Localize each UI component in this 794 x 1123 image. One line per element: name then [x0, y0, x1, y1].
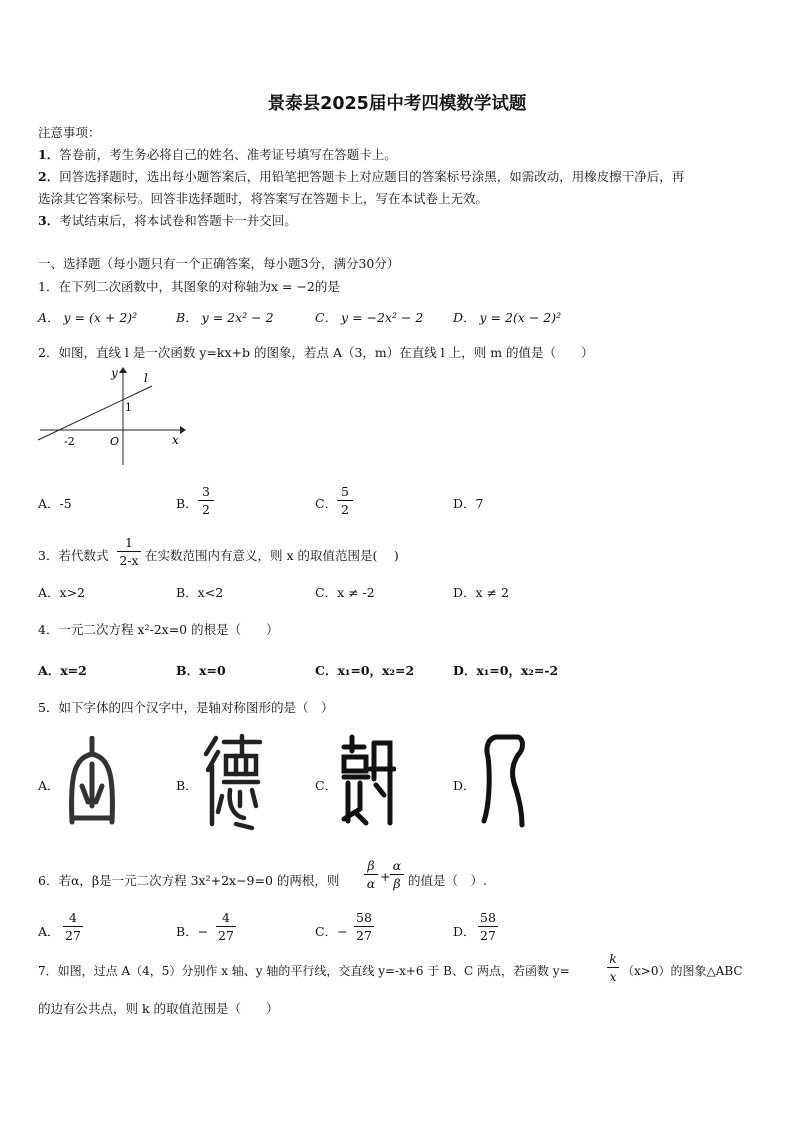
graph-line-label: l — [144, 371, 148, 385]
page-title: 景泰县2025届中考四模数学试题 — [267, 94, 527, 114]
q7-fraction: k x — [607, 951, 619, 984]
seal-glyph-c-image — [340, 733, 396, 829]
q6-option-d-fraction: 58 27 — [478, 910, 498, 943]
graph-root-label: -2 — [64, 435, 75, 448]
question-3-stem-post: 在实数范围内有意义，则 x 的取值范围是( ) — [145, 548, 399, 563]
q4-option-a[interactable]: A．x=2 — [38, 663, 87, 678]
q2-option-b[interactable]: B． — [176, 496, 198, 511]
q1-option-c[interactable]: C． y = −2x² − 2 — [315, 310, 424, 325]
question-4-stem: 4．一元二次方程 x²-2x=0 的根是（ ） — [38, 622, 279, 637]
q4-option-c[interactable]: C．x₁=0，x₂=2 — [315, 663, 415, 678]
seal-glyph-a-image — [64, 736, 120, 828]
q5-option-c[interactable]: C． — [315, 778, 338, 793]
section-heading: 一、选择题（每小题只有一个正确答案，每小题3分，满分30分） — [38, 256, 400, 271]
q5-option-b[interactable]: B． — [176, 778, 198, 793]
q5-option-d[interactable]: D． — [453, 778, 476, 793]
q6-option-a-fraction: 4 27 — [63, 910, 83, 943]
q2-option-a[interactable]: A．-5 — [38, 496, 72, 511]
q3-option-a[interactable]: A．x>2 — [38, 585, 86, 600]
linear-function-graph — [36, 364, 186, 468]
q6-option-c-fraction: 58 27 — [354, 910, 374, 943]
question-1-stem: 1．在下列二次函数中，其图象的对称轴为x = −2的是 — [38, 279, 340, 294]
q6-fraction-alpha-beta: α β — [390, 858, 404, 891]
q6-option-b[interactable]: B．− — [176, 924, 209, 939]
q2-option-c-fraction: 5 2 — [337, 484, 353, 517]
q1-option-b[interactable]: B． y = 2x² − 2 — [176, 310, 274, 325]
question-5-stem: 5．如下字体的四个汉字中，是轴对称图形的是（ ） — [38, 700, 334, 715]
q3-fraction: 1 2-x — [117, 535, 141, 568]
seal-glyph-d-image — [478, 733, 534, 829]
q3-option-b[interactable]: B．x<2 — [176, 585, 224, 600]
graph-y-label: y — [111, 366, 118, 380]
graph-intercept-label: 1 — [125, 401, 132, 414]
q1-option-a[interactable]: A． y = (x + 2)² — [38, 310, 138, 325]
q2-option-c[interactable]: C． — [315, 496, 338, 511]
notice-item: 2．回答选择题时，选出每小题答案后，用铅笔把答题卡上对应题目的答案标号涂黑，如需改动，用橡皮擦干净后，再 — [38, 169, 685, 184]
graph-origin-label: O — [110, 435, 120, 448]
question-6-stem-post: 的值是（ ）. — [408, 873, 487, 888]
notice-heading: 注意事项： — [38, 125, 101, 140]
question-2-stem: 2．如图，直线 l 是一次函数 y=kx+b 的图象，若点 A（3，m）在直线 l 上，则 m 的值是（ ） — [38, 345, 594, 360]
q6-fraction-beta-alpha: β α — [364, 858, 378, 891]
q6-option-d[interactable]: D． — [453, 924, 476, 939]
q6-plus: + — [380, 869, 391, 884]
seal-glyph-b-image — [200, 732, 264, 832]
q1-option-d[interactable]: D． y = 2(x − 2)² — [453, 310, 562, 325]
q4-option-b[interactable]: B．x=0 — [176, 663, 226, 678]
q2-option-b-fraction: 3 2 — [198, 484, 214, 517]
question-7-stem-post: （x>0）的图象△ABC — [622, 964, 743, 978]
q3-option-c[interactable]: C．x ≠ -2 — [315, 585, 375, 600]
question-7-stem-pre: 7．如图，过点 A（4，5）分别作 x 轴、y 轴的平行线，交直线 y=-x+6 于 B、C 两点，若函数 y= — [38, 964, 570, 978]
question-6-stem-pre: 6．若α，β是一元二次方程 3x²+2x−9=0 的两根，则 — [38, 873, 340, 888]
q5-option-a[interactable]: A． — [38, 778, 60, 793]
q2-option-d[interactable]: D．7 — [453, 496, 484, 511]
q6-option-b-fraction: 4 27 — [216, 910, 236, 943]
q4-option-d[interactable]: D．x₁=0，x₂=-2 — [453, 663, 559, 678]
question-7-stem-line2: 的边有公共点，则 k 的取值范围是（ ） — [38, 1001, 279, 1016]
notice-item: 3．考试结束后，将本试卷和答题卡一并交回。 — [38, 213, 297, 228]
graph-x-label: x — [172, 433, 179, 447]
notice-item: 选涂其它答案标号。回答非选择题时，将答案写在答题卡上，写在本试卷上无效。 — [38, 191, 489, 206]
notice-item: 1．答卷前，考生务必将自己的姓名、准考证号填写在答题卡上。 — [38, 147, 397, 162]
question-3-stem-pre: 3．若代数式 — [38, 548, 109, 563]
q3-option-d[interactable]: D．x ≠ 2 — [453, 585, 509, 600]
q6-option-a[interactable]: A． — [38, 924, 60, 939]
q6-option-c[interactable]: C．− — [315, 924, 348, 939]
